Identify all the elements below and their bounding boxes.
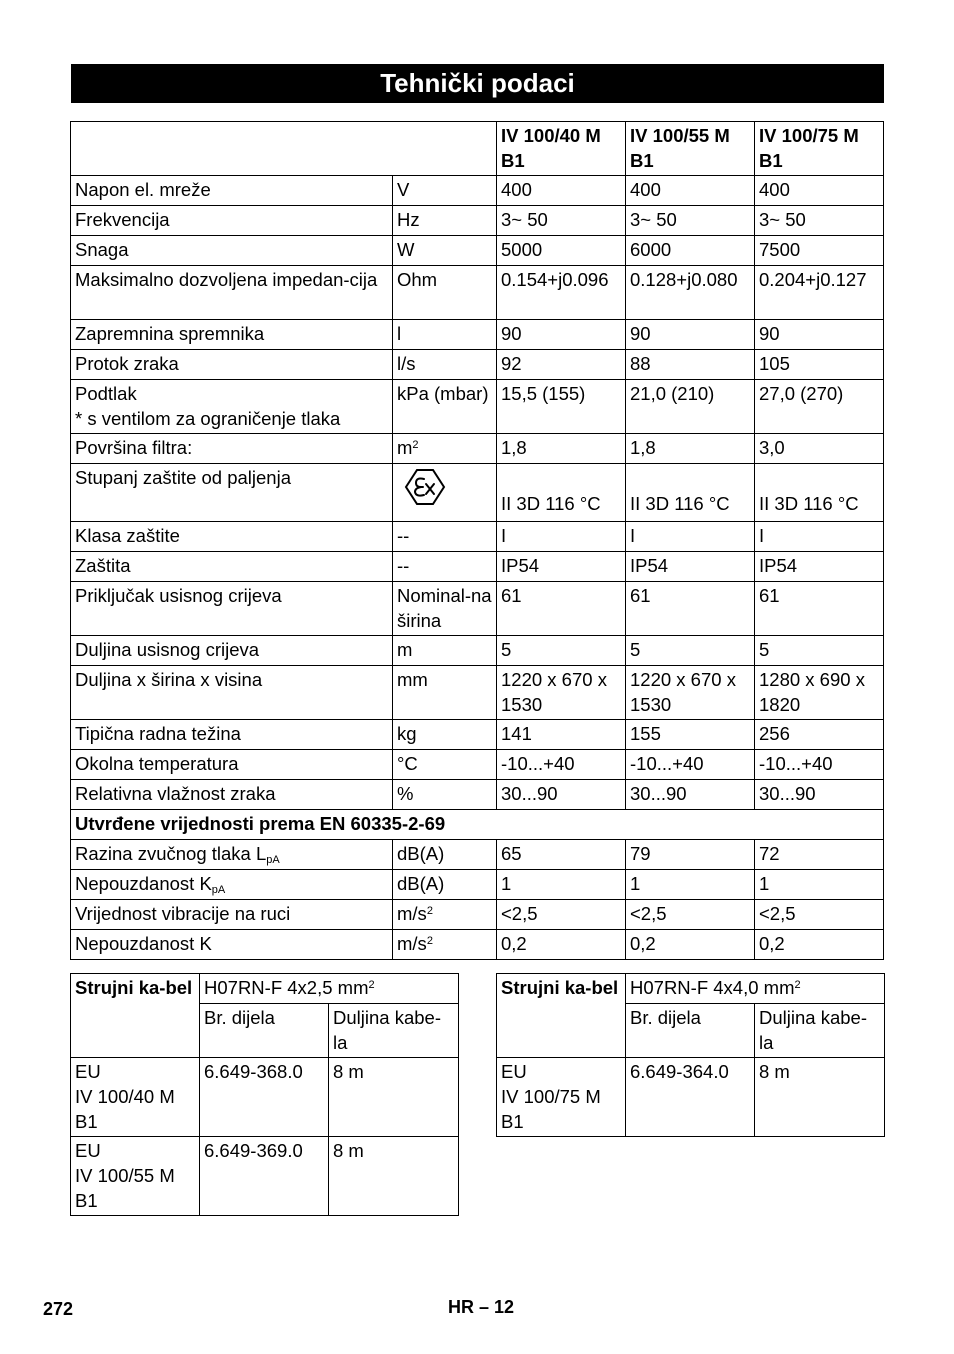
row-unit-text: kg — [397, 723, 417, 744]
row-unit-text: m — [397, 437, 413, 458]
cable-col-part: Br. dijela — [626, 1004, 755, 1058]
row-value: 79 — [626, 840, 755, 870]
row-value: 7500 — [755, 236, 884, 266]
section-heading-row — [71, 810, 884, 840]
row-value: II 3D 116 °C — [497, 464, 626, 522]
row-unit-text: Nominal-na širina — [397, 585, 492, 631]
row-value: IP54 — [755, 552, 884, 582]
row-unit — [393, 266, 497, 320]
row-value: 0.128+j0.080 — [626, 266, 755, 320]
cable-type — [200, 974, 459, 1004]
table-row — [71, 720, 884, 750]
row-value: 1,8 — [626, 434, 755, 464]
row-value: 6000 — [626, 236, 755, 266]
row-label — [71, 350, 393, 380]
row-unit — [393, 206, 497, 236]
row-value: 3~ 50 — [497, 206, 626, 236]
row-label-text: Duljina usisnog crijeva — [75, 639, 260, 660]
row-value: 105 — [755, 350, 884, 380]
row-value: <2,5 — [626, 900, 755, 930]
row-unit — [393, 930, 497, 960]
row-label — [71, 176, 393, 206]
row-unit-text: m/s — [397, 903, 427, 924]
row-value: -10...+40 — [497, 750, 626, 780]
section-heading: Utvrđene vrijednosti prema EN 60335-2-69 — [71, 810, 884, 840]
row-unit-text: m/s — [397, 933, 427, 954]
table-row — [71, 552, 884, 582]
row-value: 1 — [497, 870, 626, 900]
row-value: 1220 x 670 x 1530 — [497, 666, 626, 720]
row-value: 400 — [497, 176, 626, 206]
cable-row-label-line: IV 100/55 M — [75, 1165, 175, 1186]
row-label — [71, 840, 393, 870]
row-label-subscript: pA — [211, 884, 226, 896]
model-header: IV 100/55 M B1 — [626, 122, 755, 176]
cable-part-number: 6.649-368.0 — [200, 1058, 329, 1137]
row-value: 88 — [626, 350, 755, 380]
row-label-text: Podtlak — [75, 383, 137, 404]
table-row — [71, 900, 884, 930]
row-value: 90 — [626, 320, 755, 350]
row-label-text: Zapremnina spremnika — [75, 323, 265, 344]
table-row — [71, 266, 884, 320]
model-header: IV 100/40 M B1 — [497, 122, 626, 176]
cable-type-superscript: 2 — [368, 979, 375, 991]
table-row — [71, 870, 884, 900]
row-value: 256 — [755, 720, 884, 750]
row-label — [71, 870, 393, 900]
table-row — [71, 236, 884, 266]
row-label-text: Klasa zaštite — [75, 525, 180, 546]
table-row — [71, 840, 884, 870]
page-label: HR – 12 — [448, 1297, 515, 1317]
row-unit-text: kPa (mbar) — [397, 383, 489, 404]
cable-row-label — [71, 1137, 200, 1216]
row-unit — [393, 552, 497, 582]
row-value: I — [497, 522, 626, 552]
row-value: 30...90 — [626, 780, 755, 810]
row-value: 1,8 — [497, 434, 626, 464]
row-value: 1 — [755, 870, 884, 900]
cable-type-text: H07RN-F 4x4,0 mm — [630, 977, 795, 998]
row-unit-text: dB(A) — [397, 843, 445, 864]
row-value: 400 — [755, 176, 884, 206]
row-label — [71, 720, 393, 750]
row-label — [71, 266, 393, 320]
row-unit-text: % — [397, 783, 414, 804]
cable-part-number: 6.649-369.0 — [200, 1137, 329, 1216]
row-value: 400 — [626, 176, 755, 206]
table-row — [71, 750, 884, 780]
row-value: 90 — [755, 320, 884, 350]
row-label-text: Vrijednost vibracije na ruci — [75, 903, 291, 924]
cable-header-row — [497, 974, 885, 1004]
row-label-text: Površina filtra: — [75, 437, 193, 458]
row-label — [71, 900, 393, 930]
row-unit — [393, 350, 497, 380]
row-label-subscript: pA — [266, 854, 280, 866]
row-unit-text: Hz — [397, 209, 420, 230]
row-label-text: Tipična radna težina — [75, 723, 241, 744]
row-value: 30...90 — [755, 780, 884, 810]
row-unit — [393, 636, 497, 666]
row-label — [71, 780, 393, 810]
power-cable-table-2 — [496, 973, 885, 1137]
cable-row-label-line: IV 100/75 M — [501, 1086, 601, 1107]
row-unit-text: -- — [397, 525, 410, 546]
cable-type-superscript: 2 — [794, 979, 801, 991]
table-row — [71, 380, 884, 434]
row-unit — [393, 464, 497, 522]
row-unit — [393, 666, 497, 720]
row-unit-text: m — [397, 639, 413, 660]
cable-row-label — [497, 1058, 626, 1137]
row-unit — [393, 176, 497, 206]
row-unit — [393, 236, 497, 266]
row-label — [71, 552, 393, 582]
technical-data-table — [70, 121, 884, 960]
table-row — [71, 434, 884, 464]
row-value: 21,0 (210) — [626, 380, 755, 434]
row-label — [71, 750, 393, 780]
row-label — [71, 930, 393, 960]
row-value: 5 — [755, 636, 884, 666]
row-value: 61 — [626, 582, 755, 636]
page-title: Tehnički podaci — [71, 64, 884, 103]
row-value: 155 — [626, 720, 755, 750]
cable-part-number: 6.649-364.0 — [626, 1058, 755, 1137]
row-unit-text: -- — [397, 555, 410, 576]
cable-row-label-line: EU — [75, 1140, 101, 1161]
cable-row — [497, 1058, 885, 1137]
row-unit — [393, 380, 497, 434]
row-label — [71, 434, 393, 464]
row-value: 0.154+j0.096 — [497, 266, 626, 320]
model-header: IV 100/75 M B1 — [755, 122, 884, 176]
header-row — [71, 122, 884, 176]
row-value: <2,5 — [755, 900, 884, 930]
row-unit-text: °C — [397, 753, 418, 774]
row-label-text: Snaga — [75, 239, 129, 260]
row-unit-text: Ohm — [397, 269, 438, 290]
cable-row-label-line: B1 — [75, 1111, 98, 1132]
table-row — [71, 522, 884, 552]
table-row — [71, 206, 884, 236]
cable-length: 8 m — [755, 1058, 885, 1137]
row-label-text: Maksimalno dozvoljena impedan-cija — [75, 269, 378, 290]
row-label-text: Razina zvučnog tlaka L — [75, 843, 267, 864]
row-unit-text: V — [397, 179, 410, 200]
row-label-text: Protok zraka — [75, 353, 179, 374]
cable-header-row — [71, 974, 459, 1004]
row-unit-text: l/s — [397, 353, 416, 374]
row-unit — [393, 320, 497, 350]
row-value: <2,5 — [497, 900, 626, 930]
table-row — [71, 930, 884, 960]
ex-explosion-protection-icon — [403, 467, 447, 507]
row-label-text: Okolna temperatura — [75, 753, 239, 774]
row-value: 30...90 — [497, 780, 626, 810]
row-unit — [393, 780, 497, 810]
row-label — [71, 636, 393, 666]
cable-row — [71, 1137, 459, 1216]
power-cable-table-1 — [70, 973, 459, 1216]
row-value: II 3D 116 °C — [626, 464, 755, 522]
row-label — [71, 380, 393, 434]
cable-row — [71, 1058, 459, 1137]
row-value: 5 — [626, 636, 755, 666]
cable-row-label-line: B1 — [501, 1111, 524, 1132]
row-unit — [393, 840, 497, 870]
row-label — [71, 464, 393, 522]
row-value: 0.204+j0.127 — [755, 266, 884, 320]
row-value: 27,0 (270) — [755, 380, 884, 434]
row-unit — [393, 900, 497, 930]
cable-type — [626, 974, 885, 1004]
row-unit — [393, 870, 497, 900]
cable-table-head: Strujni ka-bel — [497, 974, 626, 1058]
row-label — [71, 582, 393, 636]
header-blank-cell — [71, 122, 497, 176]
row-label-text: Nepouzdanost K — [75, 933, 212, 954]
table-row — [71, 320, 884, 350]
row-label-text: Priključak usisnog crijeva — [75, 585, 282, 606]
table-row — [71, 350, 884, 380]
row-unit — [393, 434, 497, 464]
row-unit — [393, 522, 497, 552]
row-label-text: Zaštita — [75, 555, 131, 576]
row-value: -10...+40 — [755, 750, 884, 780]
table-row — [71, 582, 884, 636]
row-label-text: Relativna vlažnost zraka — [75, 783, 276, 804]
row-value: IP54 — [626, 552, 755, 582]
row-value: 141 — [497, 720, 626, 750]
page-number: 272 — [43, 1299, 74, 1319]
row-unit — [393, 750, 497, 780]
row-label-note: * s ventilom za ograničenje tlaka — [75, 408, 341, 429]
cable-row-label — [71, 1058, 200, 1137]
row-unit-text: mm — [397, 669, 428, 690]
row-label — [71, 236, 393, 266]
row-value: 61 — [755, 582, 884, 636]
row-value: I — [626, 522, 755, 552]
cable-row-label-line: IV 100/40 M — [75, 1086, 175, 1107]
cable-col-length: Duljina kabe-la — [329, 1004, 459, 1058]
cable-length: 8 m — [329, 1137, 459, 1216]
table-row — [71, 666, 884, 720]
row-label — [71, 206, 393, 236]
table-row — [71, 176, 884, 206]
row-value: 0,2 — [626, 930, 755, 960]
row-unit-text: l — [397, 323, 402, 344]
row-unit-text: W — [397, 239, 415, 260]
row-value: I — [755, 522, 884, 552]
cable-length: 8 m — [329, 1058, 459, 1137]
row-value: 5 — [497, 636, 626, 666]
cable-table-head: Strujni ka-bel — [71, 974, 200, 1058]
row-value: 90 — [497, 320, 626, 350]
row-label — [71, 320, 393, 350]
cable-type-text: H07RN-F 4x2,5 mm — [204, 977, 369, 998]
row-unit-superscript: 2 — [412, 439, 419, 451]
row-value: 1280 x 690 x 1820 — [755, 666, 884, 720]
row-value: 5000 — [497, 236, 626, 266]
row-label — [71, 666, 393, 720]
table-row — [71, 636, 884, 666]
row-unit-text: dB(A) — [397, 873, 445, 894]
row-value: II 3D 116 °C — [755, 464, 884, 522]
row-label-text: Duljina x širina x visina — [75, 669, 263, 690]
row-value: IP54 — [497, 552, 626, 582]
table-row — [71, 780, 884, 810]
row-unit — [393, 582, 497, 636]
row-value: 72 — [755, 840, 884, 870]
row-value: 92 — [497, 350, 626, 380]
row-value: 1220 x 670 x 1530 — [626, 666, 755, 720]
row-value: -10...+40 — [626, 750, 755, 780]
row-label-text: Napon el. mreže — [75, 179, 211, 200]
cable-col-part: Br. dijela — [200, 1004, 329, 1058]
row-unit-superscript: 2 — [426, 905, 433, 917]
row-label-text: Stupanj zaštite od paljenja — [75, 467, 291, 488]
cable-row-label-line: EU — [75, 1061, 101, 1082]
row-value: 3~ 50 — [755, 206, 884, 236]
cable-row-label-line: B1 — [75, 1190, 98, 1211]
cable-col-length: Duljina kabe-la — [755, 1004, 885, 1058]
row-value: 3~ 50 — [626, 206, 755, 236]
row-unit-superscript: 2 — [426, 935, 433, 947]
row-label-text: Nepouzdanost K — [75, 873, 212, 894]
cable-row-label-line: EU — [501, 1061, 527, 1082]
row-value: 0,2 — [497, 930, 626, 960]
row-unit — [393, 720, 497, 750]
row-value: 0,2 — [755, 930, 884, 960]
row-label — [71, 522, 393, 552]
row-value: 15,5 (155) — [497, 380, 626, 434]
row-value: 61 — [497, 582, 626, 636]
row-label-text: Frekvencija — [75, 209, 170, 230]
row-value: 1 — [626, 870, 755, 900]
table-row — [71, 464, 884, 522]
row-value: 65 — [497, 840, 626, 870]
row-value: 3,0 — [755, 434, 884, 464]
